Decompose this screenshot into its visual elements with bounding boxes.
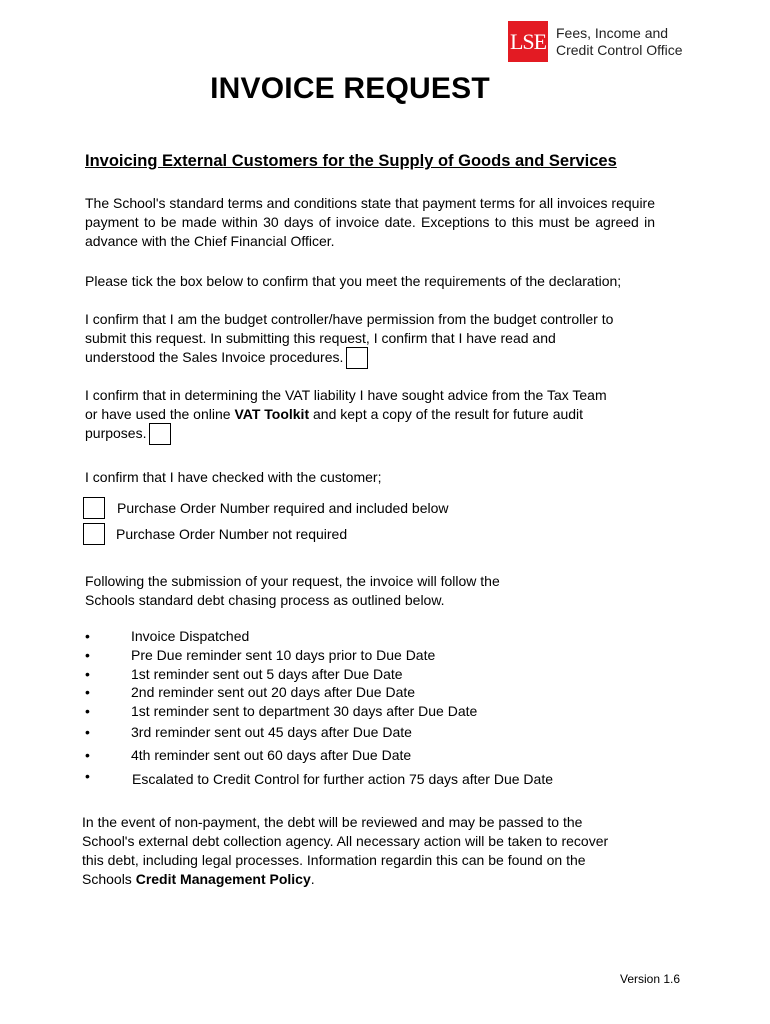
step-text: 2nd reminder sent out 20 days after Due Date [131,684,416,700]
bullet-icon: • [85,724,90,740]
step-text: Pre Due reminder sent 10 days prior to Due Date [131,647,436,663]
lse-logo: LSE [508,21,548,62]
confirm-budget-line3-row [85,348,665,367]
po-required-label: Purchase Order Number required and included below [117,500,449,516]
tick-instruction: Please tick the box below to confirm that you meet the requirements of the declaration; [85,273,622,289]
office-name [556,25,683,59]
nonpayment-line4-pre: Schools [82,871,136,887]
bullet-icon: • [85,703,90,719]
confirm-vat-line2 [85,405,665,424]
confirm-budget-checkbox[interactable] [346,347,368,369]
following-line1: Following the submission of your request, the invoice will follow the [85,573,500,589]
bullet-icon: • [85,666,90,682]
confirm-budget-line2: submit this request. In submitting this request, I confirm that I have read and [85,330,556,346]
page-title: INVOICE REQUEST [210,72,490,105]
bullet-icon: • [85,684,90,700]
nonpayment-line1: In the event of non-payment, the debt will be reviewed and may be passed to the [82,814,583,830]
bullet-icon: • [85,647,90,663]
step-text: Escalated to Credit Control for further action 75 days after Due Date [132,771,553,787]
confirm-vat-line3: purposes. [85,425,147,441]
confirm-budget-line1: I confirm that I am the budget controller/have permission from the budget controller to [85,311,614,327]
confirm-budget-block [85,310,665,367]
credit-policy-link[interactable]: Credit Management Policy [135,871,311,887]
step-text: 3rd reminder sent out 45 days after Due Date [131,724,412,740]
po-required-checkbox[interactable] [83,497,105,519]
following-paragraph [85,572,500,610]
vat-toolkit-link[interactable]: VAT Toolkit [234,406,310,422]
confirm-vat-checkbox[interactable] [149,423,171,445]
confirm-vat-line2-pre: or have used the online [85,406,235,422]
nonpayment-line4 [82,870,608,889]
office-name-line1: Fees, Income and [556,25,669,41]
step-text: 1st reminder sent to department 30 days after Due Date [131,703,478,719]
po-not-required-checkbox[interactable] [83,523,105,545]
bullet-icon: • [85,747,90,763]
office-name-line2: Credit Control Office [556,42,683,58]
confirm-vat-line2-post: and kept a copy of the result for future audit [309,406,584,422]
following-line2: Schools standard debt chasing process as outlined below. [85,592,445,608]
step-text: 1st reminder sent out 5 days after Due Date [131,666,403,682]
step-text: 4th reminder sent out 60 days after Due Date [131,747,412,763]
po-not-required-label: Purchase Order Number not required [116,526,348,542]
nonpayment-line4-post: . [310,871,315,887]
confirm-vat-line1: I confirm that in determining the VAT liability I have sought advice from the Tax Team [85,387,607,403]
confirm-vat-block [85,386,665,443]
bullet-icon: • [85,628,90,644]
page-subtitle: Invoicing External Customers for the Supply of Goods and Services [85,152,617,170]
bullet-icon: • [85,768,90,784]
nonpayment-line3: this debt, including legal processes. Information regardin this can be found on the [82,852,586,868]
customer-check-intro: I confirm that I have checked with the customer; [85,469,382,485]
intro-paragraph: The School's standard terms and conditions state that payment terms for all invoices require payment to be made within 30 days of invoice date. Exceptions to this must be agreed in advance with the Chief Financial Officer. [85,195,655,249]
confirm-budget-line3: understood the Sales Invoice procedures. [85,349,344,365]
nonpayment-paragraph [82,813,608,889]
version-label: Version 1.6 [620,972,681,986]
step-text: Invoice Dispatched [131,628,250,644]
nonpayment-line2: School's external debt collection agency. All necessary action will be taken to recover [82,833,609,849]
